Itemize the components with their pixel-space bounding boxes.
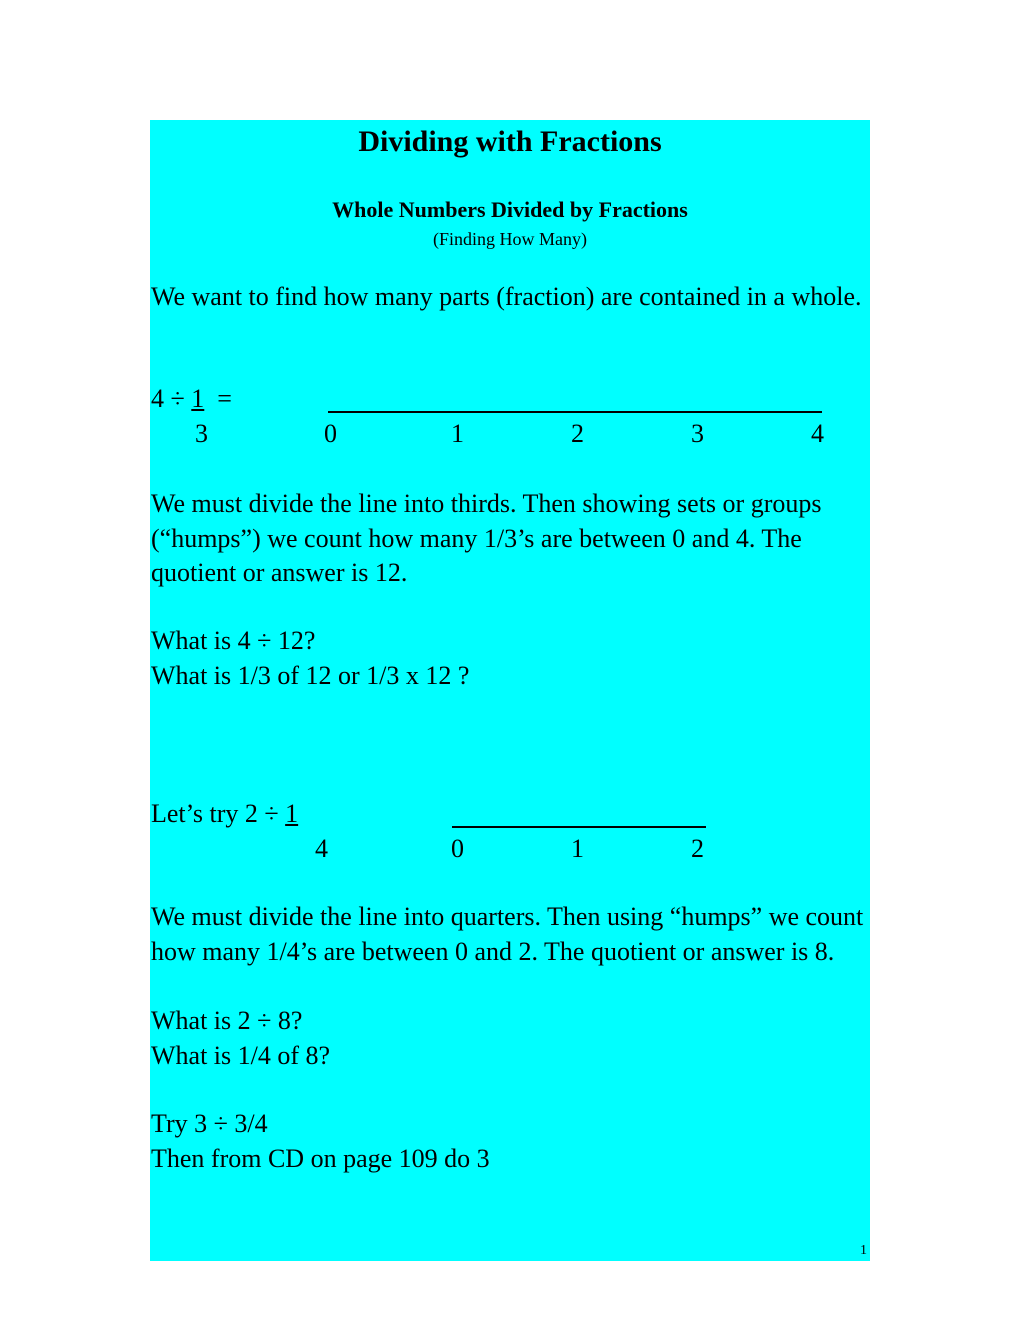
section-subtitle: Whole Numbers Divided by Fractions [332, 197, 688, 222]
homework-line: Then from CD on page 109 do 3 [151, 1144, 490, 1173]
try3-line: Try 3 ÷ 3/4 [151, 1109, 268, 1138]
example1-whole: 4 ÷ [151, 384, 192, 413]
question1b: What is 1/3 of 12 or 1/3 x 12 ? [151, 661, 470, 690]
example1-numerator: 1 [191, 384, 205, 413]
example2-tick-1: 1 [571, 834, 584, 863]
example1-expression [151, 382, 232, 417]
example1-denominator: 3 [195, 419, 208, 448]
question2b: What is 1/4 of 8? [151, 1041, 331, 1070]
page-title: Dividing with Fractions [358, 125, 662, 158]
example1-equals: = [217, 384, 232, 413]
example1-tick-1: 1 [451, 419, 464, 448]
page-number: 1 [860, 1243, 867, 1258]
example2-number-line [452, 826, 706, 828]
example2-expression [151, 797, 298, 832]
question1a: What is 4 ÷ 12? [151, 626, 316, 655]
section-subnote: (Finding How Many) [433, 229, 587, 249]
explain1-paragraph: We must divide the line into thirds. Then showing sets or groups (“humps”) we count how many 1/3’s are between 0 and 4. The quotient or answer is 12. [151, 489, 822, 587]
intro-paragraph: We want to find how many parts (fraction) are contained in a whole. [151, 282, 862, 311]
example2-tick-0: 0 [451, 834, 464, 863]
example1-tick-4: 4 [811, 419, 824, 448]
example1-tick-2: 2 [571, 419, 584, 448]
question2a: What is 2 ÷ 8? [151, 1006, 303, 1035]
example1-tick-0: 0 [324, 419, 337, 448]
example2-lead: Let’s try 2 ÷ [151, 799, 286, 828]
explain2-paragraph: We must divide the line into quarters. Then using “humps” we count how many 1/4’s are between 0 and 2. The quotient or answer is 8. [151, 902, 864, 966]
example1-tick-3: 3 [691, 419, 704, 448]
example2-tick-2: 2 [691, 834, 704, 863]
example2-numerator: 1 [285, 799, 299, 828]
example1-number-line [328, 411, 822, 413]
example2-denominator: 4 [315, 834, 328, 863]
